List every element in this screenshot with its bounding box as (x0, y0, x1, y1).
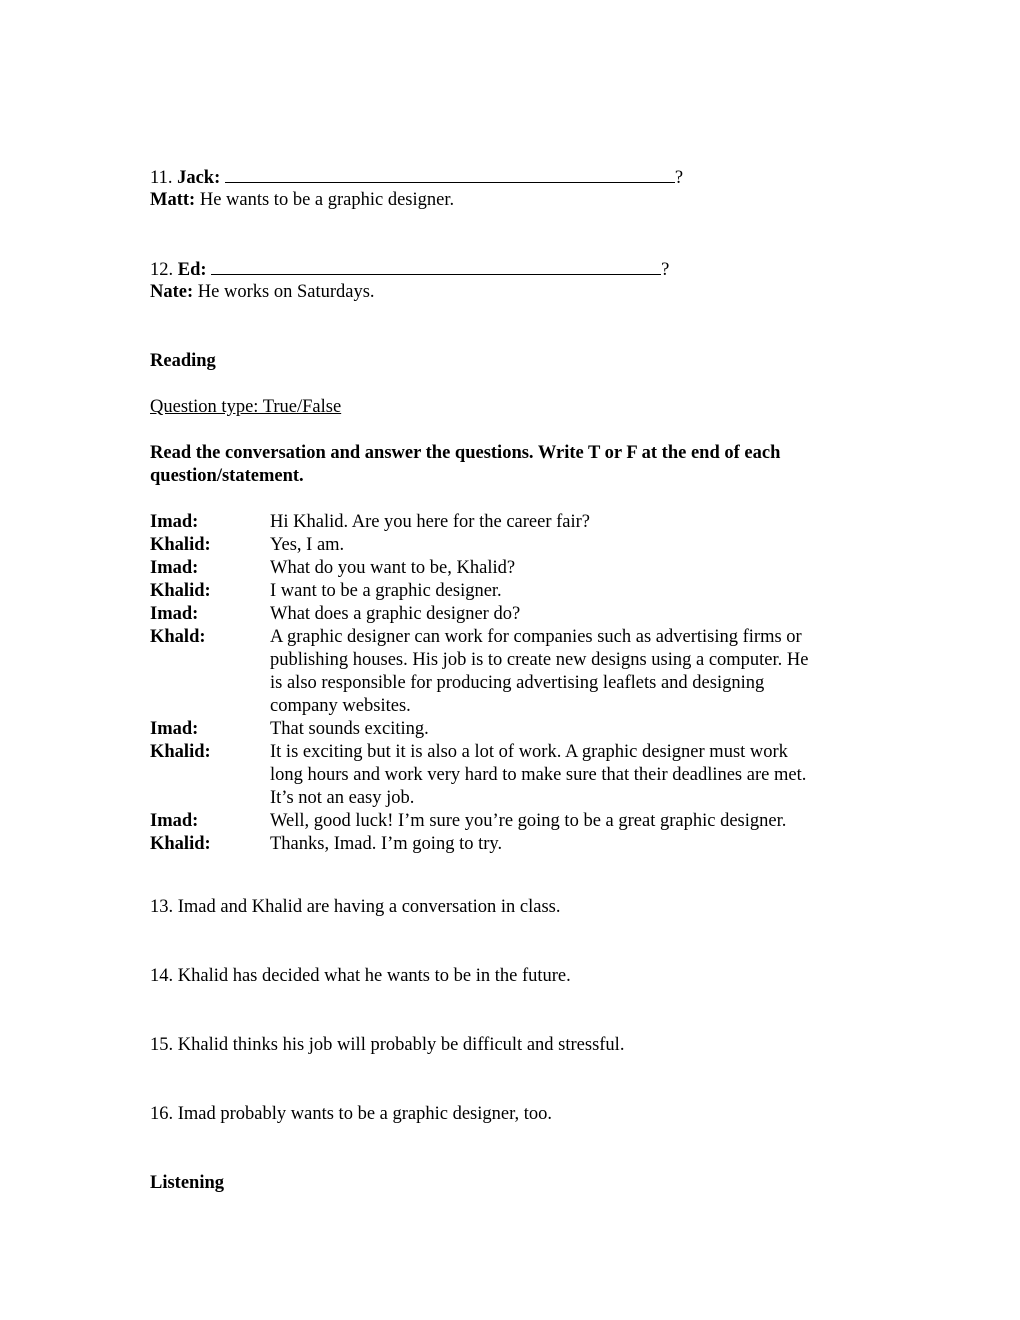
speech-text (270, 557, 860, 580)
speech-line: is also responsible for producing advertising leaflets and designing (270, 673, 765, 693)
speaker-name: Imad: (150, 512, 199, 532)
speech-text (270, 511, 860, 534)
question-mark: ? (674, 168, 684, 188)
conversation (150, 511, 870, 856)
speech-text (270, 626, 860, 718)
dialogue-turn (150, 741, 870, 810)
listening-heading: Listening (150, 1173, 225, 1193)
speech-text (270, 741, 860, 810)
speaker-name: Imad: (150, 811, 199, 831)
dialogue-turn (150, 580, 870, 603)
speech-text (270, 718, 860, 741)
dialogue-turn (150, 833, 870, 856)
asker-label: Jack: (177, 168, 221, 188)
dialogue-turn (150, 511, 870, 534)
speaker-name: Khalid: (150, 535, 211, 555)
speech-line: What do you want to be, Khalid? (270, 558, 516, 578)
dialogue-turn (150, 810, 870, 833)
dialogue-turn (150, 557, 870, 580)
speech-line: Well, good luck! I’m sure you’re going to be a great graphic designer. (270, 811, 787, 831)
question-number: 12. (150, 260, 174, 280)
speaker-name: Khalid: (150, 834, 211, 854)
speech-line: Yes, I am. (270, 535, 345, 555)
speaker-name: Imad: (150, 719, 199, 739)
asker-label: Ed: (177, 260, 207, 280)
response-text: He works on Saturdays. (197, 282, 375, 302)
statement-16: 16. Imad probably wants to be a graphic designer, too. (150, 1104, 553, 1124)
question-mark: ? (661, 260, 670, 280)
speech-line: I want to be a graphic designer. (270, 581, 502, 601)
speech-text (270, 833, 860, 856)
speech-line: It’s not an easy job. (270, 788, 415, 808)
question-type-label: Question type: True/False (150, 397, 342, 417)
speech-text (270, 810, 860, 833)
speech-line: What does a graphic designer do? (270, 604, 521, 624)
reading-heading: Reading (150, 351, 216, 371)
dialogue-turn (150, 626, 870, 718)
statement-13: 13. Imad and Khalid are having a conversation in class. (150, 897, 561, 917)
speech-line: company websites. (270, 696, 411, 716)
speech-text (270, 580, 860, 603)
speech-line: A graphic designer can work for companies such as advertising firms or (270, 627, 802, 647)
speech-text (270, 534, 860, 557)
responder-label: Nate: (150, 282, 194, 302)
question-11 (150, 166, 683, 190)
instructions-line-2: question/statement. (150, 466, 304, 486)
statement-15: 15. Khalid thinks his job will probably be difficult and stressful. (150, 1035, 625, 1055)
question-12 (150, 258, 669, 282)
speech-line: Thanks, Imad. I’m going to try. (270, 834, 503, 854)
dialogue-turn (150, 718, 870, 741)
question-number: 11. (150, 168, 173, 188)
instructions-line-1: Read the conversation and answer the questions. Write T or F at the end of each (150, 443, 781, 463)
speaker-name: Khalid: (150, 742, 211, 762)
speaker-name: Imad: (150, 558, 199, 578)
response-text: He wants to be a graphic designer. (199, 190, 455, 210)
dialogue-turn (150, 603, 870, 626)
answer-blank[interactable] (225, 166, 675, 183)
speaker-name: Khalid: (150, 581, 211, 601)
speech-line: Hi Khalid. Are you here for the career fair? (270, 512, 590, 532)
speech-text (270, 603, 860, 626)
speech-line: publishing houses. His job is to create new designs using a computer. He (270, 650, 809, 670)
speaker-name: Imad: (150, 604, 199, 624)
responder-label: Matt: (150, 190, 196, 210)
speech-line: long hours and work very hard to make sure that their deadlines are met. (270, 765, 807, 785)
answer-12 (150, 281, 375, 304)
speech-line: That sounds exciting. (270, 719, 429, 739)
speaker-name: Khald: (150, 627, 206, 647)
dialogue-turn (150, 534, 870, 557)
speech-line: It is exciting but it is also a lot of work. A graphic designer must work (270, 742, 788, 762)
statement-14: 14. Khalid has decided what he wants to be in the future. (150, 966, 571, 986)
answer-blank[interactable] (211, 258, 661, 275)
answer-11 (150, 189, 454, 212)
